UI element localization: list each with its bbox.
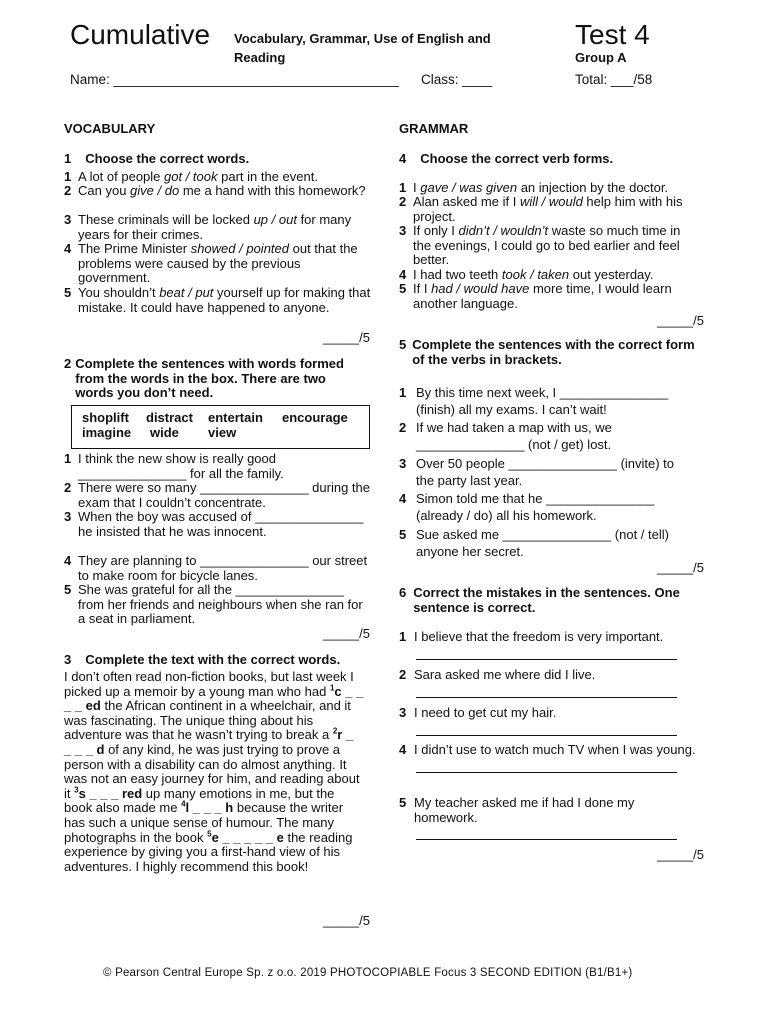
fill-item[interactable]: [64, 452, 370, 481]
doc-subtitle-line2: Reading: [234, 50, 286, 65]
gap-5[interactable]: e _ _ _ _ _ e: [211, 829, 284, 845]
exercise-4-instruction: 4 Choose the correct verb forms.: [399, 151, 614, 166]
item-number: 2: [64, 480, 72, 495]
item-text: There were so many _______________ during the exam that I couldn’t concentrate.: [78, 480, 370, 510]
item-text: I think the new show is really good _______________ for all the family.: [78, 451, 284, 481]
doc-subtitle-line1: Vocabulary, Grammar, Use of English and: [234, 31, 491, 46]
item-text: Over 50 people _______________ (invite) to the party last year.: [416, 456, 675, 488]
answer-line[interactable]: [416, 758, 677, 773]
correction-item: [399, 630, 699, 660]
choice-options[interactable]: showed / pointed: [190, 241, 289, 256]
item-text: I gave / was given an injection by the doctor.: [413, 180, 669, 195]
box-word: entertain: [208, 410, 263, 425]
item-text: The Prime Minister showed / pointed out that the problems were caused by the previous government.: [78, 241, 358, 286]
item-text: If only I didn’t / wouldn’t waste so much time in the evenings, I could go to bed earlier and feel better.: [413, 223, 681, 268]
exercise-3-score: _____/5: [323, 913, 370, 928]
item-number: 5: [64, 285, 72, 300]
box-word: wide: [150, 425, 179, 440]
item-text: I need to get cut my hair.: [414, 705, 557, 720]
item-text: If we had taken a map with us, we _______________ (not / get) lost.: [416, 420, 612, 452]
item-text: Sue asked me _______________ (not / tell) anyone her secret.: [416, 527, 669, 559]
item-number: 2: [399, 667, 407, 682]
fill-item[interactable]: [399, 455, 704, 489]
item-number: 5: [399, 527, 407, 542]
item-number: 4: [399, 491, 407, 506]
choice-item: [64, 184, 374, 199]
item-text: Simon told me that he _______________ (already / do) all his homework.: [416, 491, 655, 523]
item-text: They are planning to _______________ our street to make room for bicycle lanes.: [78, 553, 368, 583]
item-text: By this time next week, I _______________ (finish) all my exams. I can’t wait!: [416, 385, 669, 417]
item-number: 5: [399, 281, 407, 296]
item-number: 1: [64, 169, 72, 184]
correction-item: [399, 743, 699, 773]
choice-item: [64, 286, 374, 315]
item-number: 3: [399, 705, 407, 720]
item-text: Can you give / do me a hand with this homework?: [78, 183, 366, 198]
choice-options[interactable]: gave / was given: [420, 180, 518, 195]
choice-options[interactable]: took / taken: [501, 267, 570, 282]
item-number: 1: [399, 180, 407, 195]
item-number: 1: [399, 629, 407, 644]
exercise-4-score: _____/5: [657, 313, 704, 328]
answer-line[interactable]: [416, 721, 677, 736]
gap-1[interactable]: c _ _ _ _ ed: [64, 683, 364, 714]
choice-item: [399, 282, 699, 311]
choice-item: [64, 213, 374, 242]
exercise-2-instruction: 2 Complete the sentences with words formed from the words in the box. There are two words you don’t need.: [64, 356, 344, 401]
choice-options[interactable]: give / do: [130, 183, 180, 198]
fill-item[interactable]: [399, 490, 704, 524]
item-number: 4: [64, 553, 72, 568]
item-text: If I had / would have more time, I would learn another language.: [413, 281, 672, 311]
box-word: encourage: [282, 410, 348, 425]
exercise-3-text: I don’t often read non-fiction books, but last week I picked up a memoir by a young man who had $^1$c _ _ _ _ ed the African continent in a wheelchair, and it was fascinating. The unique thing about his adventure was that he wasn’t trying to break a $^2$r _ _ _ _ d of any kind, he was just trying to prove a person with a disability can do almost anything. It was not an easy journey for him, and reading about it $^3$s _ _ _ red up many emotions in me, but the book also made me $^4$l _ _ _ h because the writer has such a unique sense of humour. The many photographs in the book $^5$e _ _ _ _ _ e the reading experience by giving you a first-hand view of his adventures. I highly recommend this book!: [64, 669, 364, 874]
fill-item[interactable]: [399, 419, 704, 453]
item-text: I had two teeth took / taken out yesterday.: [413, 267, 654, 282]
choice-options[interactable]: got / took: [164, 169, 218, 184]
item-number: 1: [399, 385, 407, 400]
fill-item[interactable]: [64, 554, 370, 583]
vocabulary-heading: VOCABULARY: [64, 121, 156, 136]
fill-item[interactable]: [64, 583, 370, 627]
item-number: 4: [399, 742, 407, 757]
fill-item[interactable]: [64, 510, 370, 539]
choice-item: [399, 195, 699, 224]
choice-item: [399, 224, 699, 268]
choice-options[interactable]: had / would have: [431, 281, 530, 296]
item-number: 2: [399, 194, 407, 209]
item-text: When the boy was accused of _______________ he insisted that he was innocent.: [78, 509, 364, 539]
item-text: Sara asked me where did I live.: [414, 667, 596, 682]
choice-options[interactable]: will / would: [519, 194, 583, 209]
correction-item: [399, 706, 699, 736]
choice-options[interactable]: didn’t / wouldn’t: [458, 223, 549, 238]
item-text: You shouldn’t beat / put yourself up for making that mistake. It could have happened to anyone.: [78, 285, 371, 315]
item-number: 3: [64, 212, 72, 227]
choice-options[interactable]: up / out: [253, 212, 297, 227]
item-number: 1: [64, 451, 72, 466]
name-field[interactable]: Name: ______________________________________: [70, 72, 399, 87]
item-number: 2: [64, 183, 72, 198]
answer-line[interactable]: [416, 825, 677, 840]
item-text: I didn’t use to watch much TV when I was young.: [414, 742, 696, 757]
fill-item[interactable]: [399, 384, 704, 418]
fill-item[interactable]: [399, 526, 704, 560]
total-field[interactable]: Total: ___/58: [575, 72, 653, 87]
exercise-5-score: _____/5: [657, 560, 704, 575]
grammar-heading: GRAMMAR: [399, 121, 469, 136]
exercise-1-score: _____/5: [323, 330, 370, 345]
exercise-6-instruction: 6 Correct the mistakes in the sentences. One sentence is correct.: [399, 585, 680, 615]
exercise-2: [64, 357, 364, 401]
gap-4[interactable]: l _ _ _ h: [185, 800, 234, 816]
answer-line[interactable]: [416, 683, 677, 698]
item-text: These criminals will be locked up / out for many years for their crimes.: [78, 212, 352, 242]
gap-2[interactable]: r _ _ _ _ d: [64, 727, 354, 757]
item-text: My teacher asked me if had I done my homework.: [414, 795, 635, 825]
item-number: 5: [399, 795, 407, 810]
exercise-1-instruction: 1 Choose the correct words.: [64, 151, 250, 166]
word-box: [71, 405, 370, 449]
exercise-5-instruction: 5 Complete the sentences with the correct form of the verbs in brackets.: [399, 337, 695, 367]
footer-copyright: © Pearson Central Europe Sp. z o.o. 2019 PHOTOCOPIABLE Focus 3 SECOND EDITION (B1/B1+): [103, 967, 633, 979]
box-word: view: [208, 425, 237, 440]
exercise-3-instruction: 3 Complete the text with the correct words.: [64, 652, 341, 667]
item-number: 3: [399, 456, 407, 471]
item-text: A lot of people got / took part in the event.: [78, 169, 318, 184]
correction-item: [399, 668, 699, 698]
fill-item[interactable]: [64, 481, 370, 510]
item-number: 3: [399, 223, 407, 238]
exercise-6-score: _____/5: [657, 847, 704, 862]
class-field[interactable]: Class: ____: [421, 72, 493, 87]
item-number: 5: [64, 582, 72, 597]
correction-item: [399, 796, 699, 840]
doc-title: Cumulative: [70, 19, 211, 50]
exercise-2-score: _____/5: [323, 626, 370, 641]
item-text: Alan asked me if I will / would help him with his project.: [413, 194, 683, 224]
item-number: 2: [399, 420, 407, 435]
test-number: Test 4: [575, 19, 650, 50]
group-label: Group A: [575, 50, 627, 65]
box-word: imagine: [82, 425, 132, 440]
box-word: distract: [146, 410, 193, 425]
answer-line[interactable]: [416, 645, 677, 660]
item-number: 4: [64, 241, 72, 256]
item-text: I believe that the freedom is very important.: [414, 629, 664, 644]
item-number: 3: [64, 509, 72, 524]
item-text: She was grateful for all the _______________ from her friends and neighbours when she ran for a seat in parliament.: [78, 582, 363, 627]
item-number: 4: [399, 267, 407, 282]
choice-item: [64, 242, 374, 286]
box-word: shoplift: [82, 410, 129, 425]
gap-3[interactable]: s _ _ _ red: [78, 785, 143, 801]
exercise-1: [64, 152, 374, 167]
choice-options[interactable]: beat / put: [159, 285, 214, 300]
